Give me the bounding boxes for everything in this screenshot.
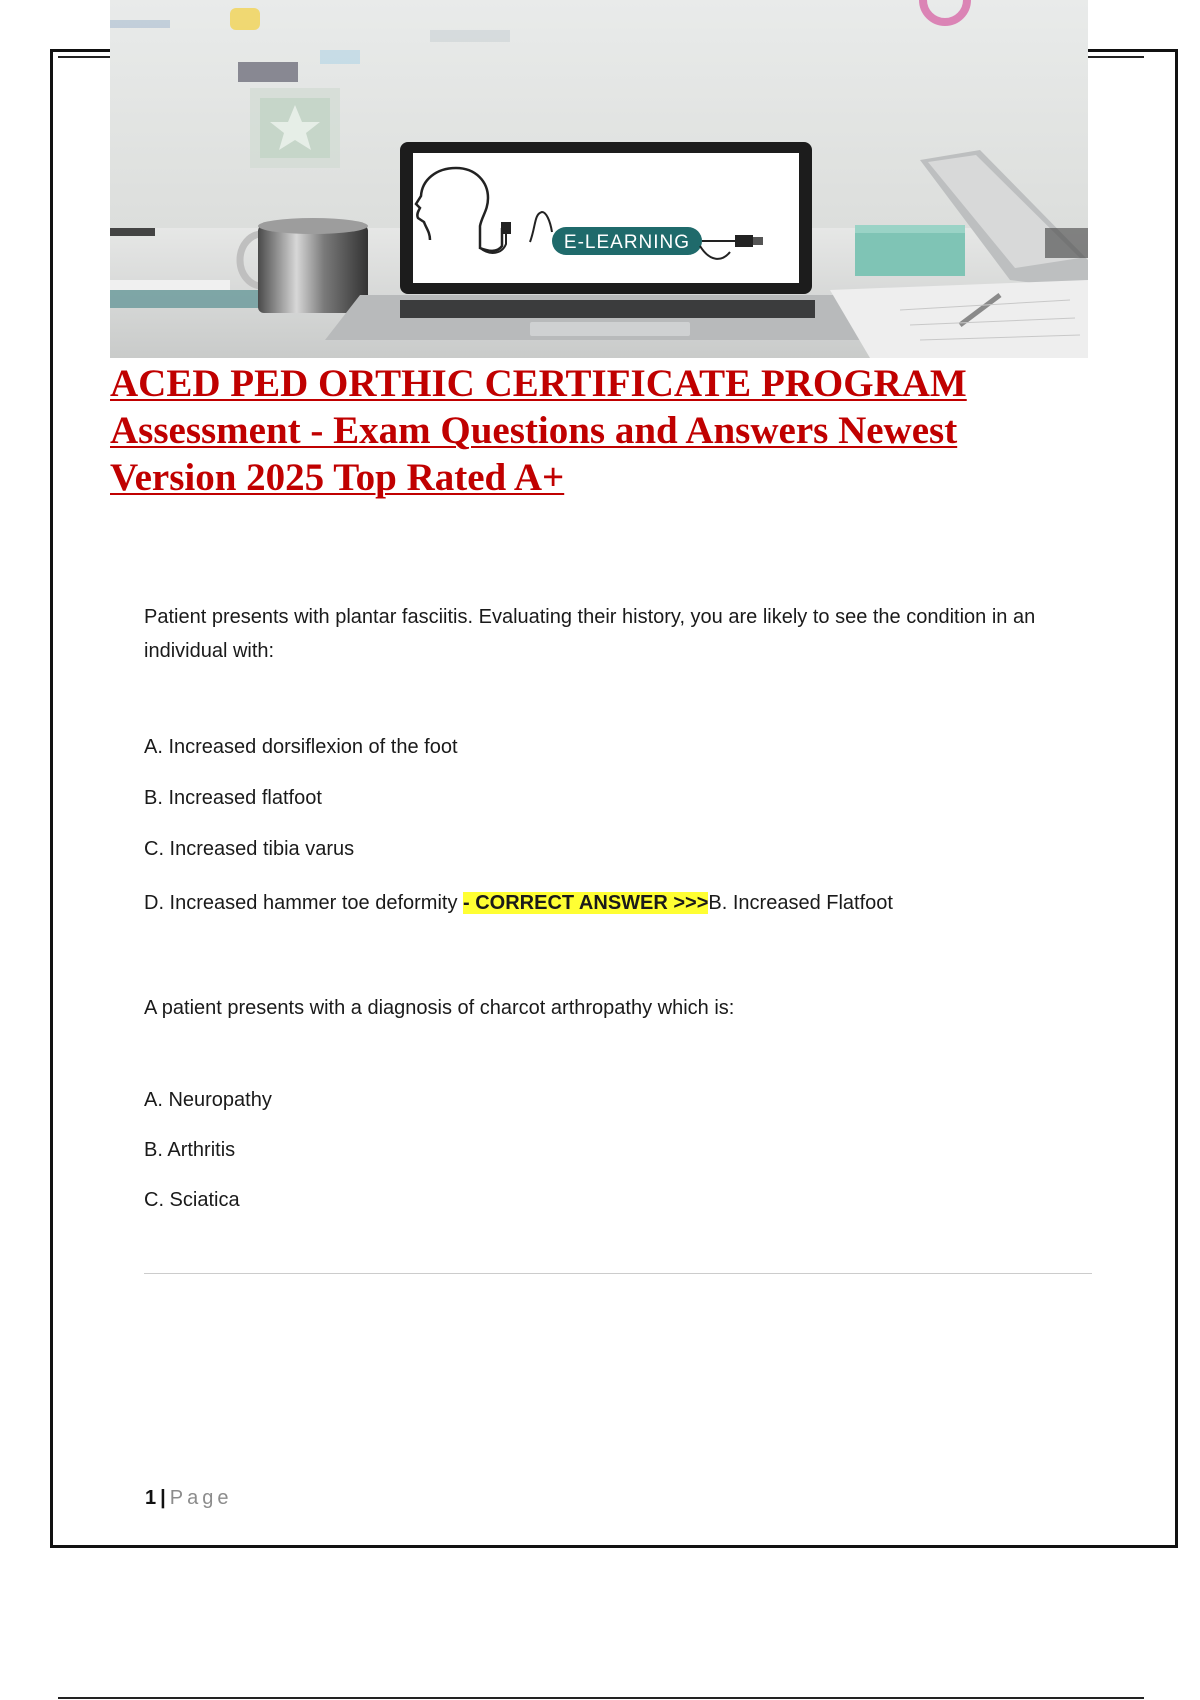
question-1-option-c: C. Increased tibia varus (144, 838, 355, 860)
page-number: 1 (145, 1487, 157, 1509)
mug-body (258, 225, 368, 313)
question-2 (144, 991, 1104, 1213)
laptop-screen (413, 153, 799, 283)
title-line-3: Version 2025 Top Rated A+ (110, 456, 565, 499)
page-footer (145, 1487, 232, 1510)
hero-svg (110, 0, 1088, 358)
question-1-option-a: A. Increased dorsiflexion of the foot (144, 736, 458, 758)
wall-blur-4 (230, 8, 260, 30)
title-line-1: ACED PED ORTHIC CERTIFICATE PROGRAM (110, 362, 967, 405)
dark-item-left (110, 228, 155, 236)
page-separator: | (160, 1487, 166, 1509)
correct-answer-text: B. Increased Flatfoot (708, 892, 893, 914)
usb-connector-icon (735, 235, 753, 247)
question-2-options (144, 1087, 1104, 1213)
question-2-option-a: A. Neuropathy (144, 1089, 272, 1111)
usb-plug-icon (501, 222, 511, 234)
question-2-option-c: C. Sciatica (144, 1189, 240, 1211)
mug-rim (258, 218, 368, 234)
elearning-label: E-LEARNING (563, 232, 691, 253)
question-1-option-b: B. Increased flatfoot (144, 787, 322, 809)
question-1-options (144, 734, 1104, 916)
document-title (110, 360, 1040, 501)
question-1-text: Patient presents with plantar fasciitis. Evaluating their history, you are likely to see the condition in an individual with: (144, 606, 1036, 662)
teal-box (855, 230, 965, 276)
question-1-option-d-text: D. Increased hammer toe deformity (144, 892, 464, 914)
paper-left (110, 280, 230, 290)
hero-illustration (110, 0, 1088, 358)
question-2-option-b: B. Arthritis (144, 1139, 236, 1161)
correct-answer-marker: - CORRECT ANSWER >>> (463, 892, 709, 914)
dark-item-right (1045, 228, 1088, 258)
question-1 (144, 600, 1104, 916)
laptop-trackpad (530, 322, 690, 336)
teal-box-top (855, 225, 965, 233)
wall-blur-8 (430, 30, 510, 42)
usb-tip-icon (753, 237, 763, 245)
keyboard-left (110, 290, 260, 308)
question-2-text: A patient presents with a diagnosis of charcot arthropathy which is: (144, 997, 735, 1019)
document-body (144, 600, 1104, 1213)
question-1-option-d (144, 890, 1104, 916)
wall-blur-6 (320, 50, 360, 64)
page-label: Page (169, 1487, 233, 1509)
content-divider (144, 1273, 1092, 1274)
title-line-2: Assessment - Exam Questions and Answers Newest (110, 409, 958, 452)
wall-blur-5 (238, 62, 298, 82)
bottom-rule (58, 1697, 1144, 1699)
wall-blur-3 (110, 20, 170, 28)
laptop-keyboard (400, 300, 815, 318)
